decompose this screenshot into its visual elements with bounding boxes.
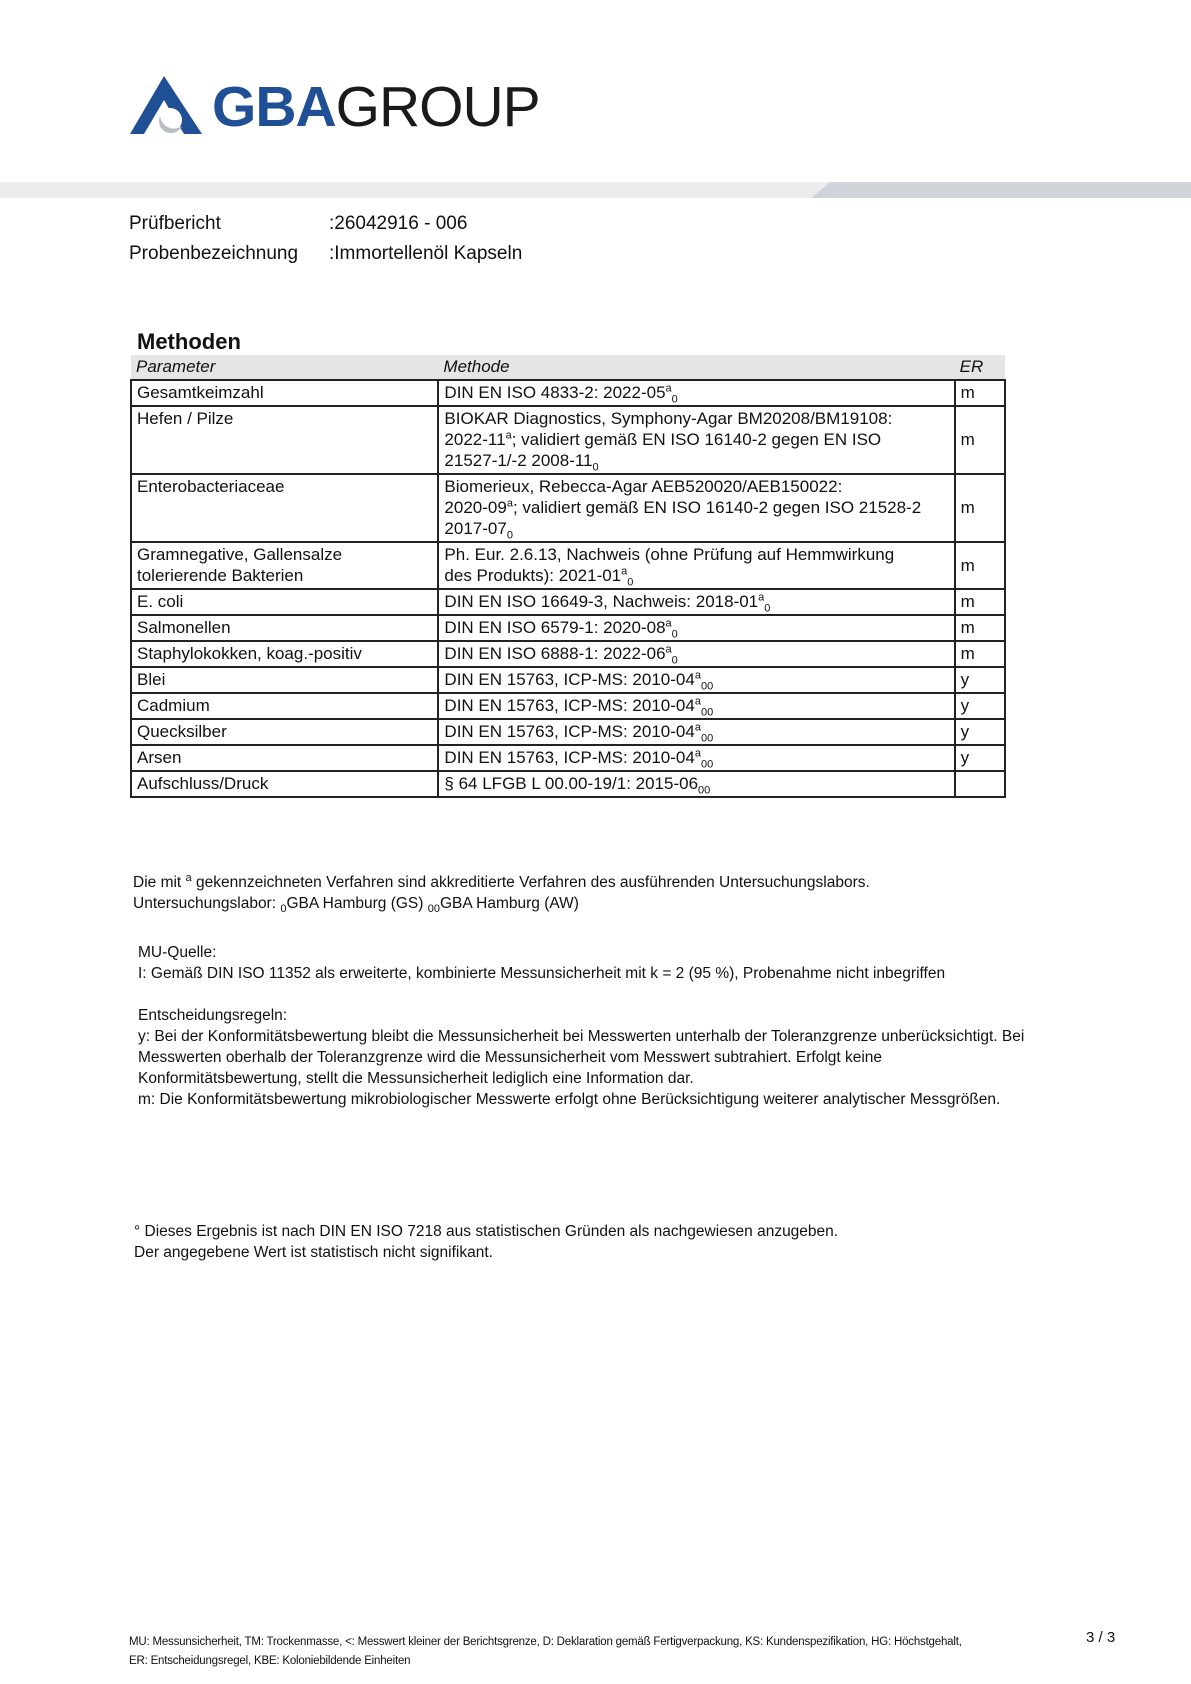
- cell-er: m: [955, 406, 1005, 474]
- cell-method: DIN EN ISO 4833-2: $2022-05^a_0$: [438, 380, 954, 406]
- footer-line-2: ER: Entscheidungsregel, KBE: Koloniebildende Einheiten: [129, 1655, 411, 1667]
- table-row: [131, 406, 1005, 474]
- cell-method: DIN EN 15763, ICP-MS: $2010-04^a_{00}$: [438, 667, 954, 693]
- cell-er: m: [955, 641, 1005, 667]
- table-row: [131, 589, 1005, 615]
- cell-parameter: Staphylokokken, koag.-positiv: [131, 641, 438, 667]
- report-number-row: [129, 209, 522, 239]
- table-row: [131, 771, 1005, 797]
- cell-method: DIN EN ISO 6888-1: $2022-06^a_0$: [438, 641, 954, 667]
- rule-m-line: m: Die Konformitätsbewertung mikrobiologischer Messwerte erfolgt ohne Berücksichtigung weiterer analytischer Messgrößen.: [138, 1091, 1001, 1108]
- table-row: [131, 641, 1005, 667]
- gba-group-logo: [130, 76, 540, 138]
- cell-er: m: [955, 380, 1005, 406]
- lab-line: Untersuchungslabor: $_0$GBA Hamburg (GS) $_{00}$GBA Hamburg (AW): [133, 895, 579, 916]
- page-number: 3 / 3: [1086, 1629, 1116, 1646]
- gba-mountain-logo-icon: [130, 76, 202, 138]
- cell-er: [955, 771, 1005, 797]
- cell-method: Biomerieux, Rebecca-Agar AEB520020/AEB150022: 2020-09$^a$; validiert gemäß EN ISO 16140-2 gegen ISO 21528-2 $2017-07_0$: [438, 474, 954, 542]
- cell-er: m: [955, 589, 1005, 615]
- cell-er: m: [955, 615, 1005, 641]
- report-number-label: Prüfbericht: [129, 213, 221, 234]
- statistics-line-2: Der angegebene Wert ist statistisch nicht signifikant.: [134, 1244, 493, 1261]
- methods-table: [130, 355, 1006, 798]
- table-row: [131, 542, 1005, 589]
- cell-er: y: [955, 719, 1005, 745]
- report-number-value: :26042916 - 006: [329, 213, 468, 234]
- decision-rules-title: Entscheidungsregeln:: [138, 1007, 288, 1024]
- statistics-line-1: ° Dieses Ergebnis ist nach DIN EN ISO 7218 aus statistischen Gründen als nachgewiesen anzugeben.: [134, 1223, 839, 1240]
- cell-parameter: Gesamtkeimzahl: [131, 380, 438, 406]
- cell-method: DIN EN ISO 6579-1: $2020-08^a_0$: [438, 615, 954, 641]
- header-parameter: Parameter: [131, 355, 438, 380]
- rule-y-line-3: Konformitätsbewertung, stellt die Messunsicherheit lediglich eine Information dar.: [138, 1070, 694, 1087]
- methods-table-body: [131, 380, 1005, 797]
- cell-parameter: Hefen / Pilze: [131, 406, 438, 474]
- cell-er: m: [955, 474, 1005, 542]
- mu-source-title: MU-Quelle:: [138, 944, 217, 961]
- table-row: [131, 380, 1005, 406]
- header-er: ER: [955, 355, 1005, 380]
- cell-method: Ph. Eur. 2.6.13, Nachweis (ohne Prüfung auf Hemmwirkung des Produkts): $2021-01^a_0$: [438, 542, 954, 589]
- cell-er: y: [955, 667, 1005, 693]
- cell-er: y: [955, 745, 1005, 771]
- section-title-methods: Methoden: [137, 329, 241, 354]
- accreditation-note: [133, 872, 1073, 914]
- table-row: [131, 693, 1005, 719]
- decision-rules-note: [138, 1005, 1088, 1110]
- header-divider-accent: [811, 182, 1191, 198]
- cell-parameter: Gramnegative, Gallensalze tolerierende Bakterien: [131, 542, 438, 589]
- sample-name-label: Probenbezeichnung: [129, 243, 299, 264]
- table-row: [131, 745, 1005, 771]
- table-row: [131, 474, 1005, 542]
- logo-wordmark: GBAGROUP: [212, 75, 540, 139]
- cell-method: DIN EN 15763, ICP-MS: $2010-04^a_{00}$: [438, 745, 954, 771]
- cell-method: DIN EN ISO 16649-3, Nachweis: $2018-01^a_0$: [438, 589, 954, 615]
- footer-legend: [129, 1633, 1009, 1671]
- cell-er: m: [955, 542, 1005, 589]
- mu-source-note: [138, 942, 1078, 984]
- cell-method: DIN EN 15763, ICP-MS: $2010-04^a_{00}$: [438, 693, 954, 719]
- footer-line-1: MU: Messunsicherheit, TM: Trockenmasse, <: Messwert kleiner der Berichtsgrenze, D: Deklaration gemäß Fertigverpackung, KS: Kundenspezifikation, HG: Höchstgehalt,: [129, 1636, 962, 1648]
- sample-name-value: :Immortellenöl Kapseln: [329, 243, 523, 264]
- report-meta: [129, 209, 522, 269]
- sample-name-row: [129, 239, 522, 269]
- cell-parameter: Blei: [131, 667, 438, 693]
- mu-source-text: I: Gemäß DIN ISO 11352 als erweiterte, kombinierte Messunsicherheit mit k = 2 (95 %), Probenahme nicht inbegriffen: [138, 965, 946, 982]
- cell-parameter: Cadmium: [131, 693, 438, 719]
- rule-y-line-2: Messwerten oberhalb der Toleranzgrenze wird die Messunsicherheit vom Messwert subtrahiert. Erfolgt keine: [138, 1049, 883, 1066]
- accreditation-line: Die mit $^a$ gekennzeichneten Verfahren sind akkreditierte Verfahren des ausführenden Untersuchungslabors.: [133, 871, 870, 891]
- statistics-note: [134, 1221, 1074, 1263]
- cell-parameter: Aufschluss/Druck: [131, 771, 438, 797]
- cell-method: BIOKAR Diagnostics, Symphony-Agar BM20208/BM19108: 2022-11$^a$; validiert gemäß EN ISO 16140-2 gegen EN ISO 21527-1/-2 $2008-11_0$: [438, 406, 954, 474]
- header-method: Methode: [438, 355, 954, 380]
- rule-y-line-1: y: Bei der Konformitätsbewertung bleibt die Messunsicherheit bei Messwerten unterhalb der Toleranzgrenze unberücksichtigt. Bei: [138, 1028, 1025, 1045]
- table-row: [131, 719, 1005, 745]
- cell-parameter: Arsen: [131, 745, 438, 771]
- table-row: [131, 615, 1005, 641]
- table-header-row: [131, 355, 1005, 380]
- page-header: [0, 0, 1191, 182]
- cell-parameter: E. coli: [131, 589, 438, 615]
- cell-er: y: [955, 693, 1005, 719]
- cell-method: § 64 LFGB L 00.00-19/1: $2015-06_{00}$: [438, 771, 954, 797]
- table-row: [131, 667, 1005, 693]
- cell-method: DIN EN 15763, ICP-MS: $2010-04^a_{00}$: [438, 719, 954, 745]
- cell-parameter: Enterobacteriaceae: [131, 474, 438, 542]
- cell-parameter: Salmonellen: [131, 615, 438, 641]
- cell-parameter: Quecksilber: [131, 719, 438, 745]
